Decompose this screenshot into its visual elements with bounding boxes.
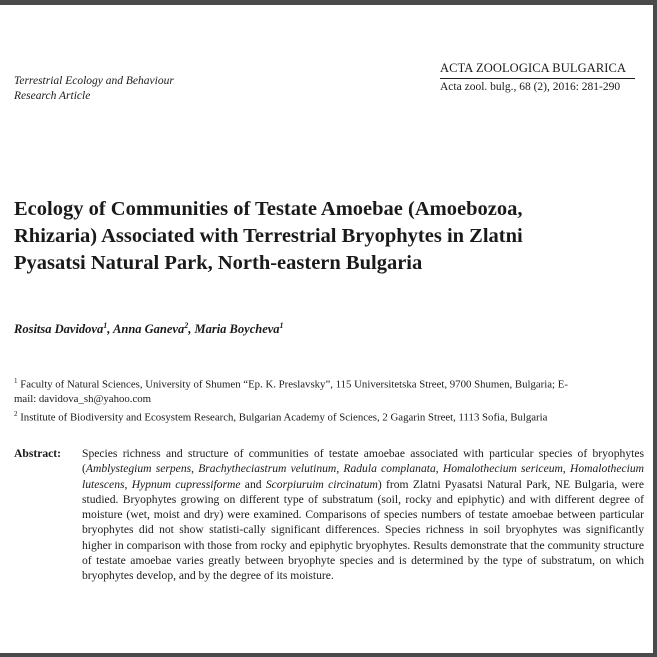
abstract-block — [14, 446, 644, 584]
affiliation-email[interactable]: mail: davidova_sh@yahoo.com — [14, 393, 152, 406]
page-frame-right — [653, 0, 657, 657]
page-frame-bottom — [0, 653, 657, 657]
journal-citation: Acta zool. bulg., 68 (2), 2016: 281-290 — [440, 81, 621, 93]
species-name: Brachytheciastrum velutinum — [198, 462, 337, 476]
affiliation-item — [14, 374, 644, 407]
affiliations — [14, 374, 644, 425]
affiliation-text: Institute of Biodiversity and Ecosystem Research, Bulgarian Academy of Sciences, 2 Gagarin Street, 1113 Sofia, Bulgaria — [20, 411, 548, 424]
species-name: Homalothecium lutescens — [82, 462, 645, 491]
species-name: Radula complanata — [343, 462, 436, 476]
title-line: Rhizaria) Associated with Terrestrial Bryophytes in Zlatni — [14, 225, 523, 247]
section-category: Terrestrial Ecology and Behaviour — [14, 75, 174, 87]
species-name: Homalothecium sericeum — [442, 462, 563, 476]
journal-divider — [440, 78, 635, 79]
affiliation-text: Faculty of Natural Sciences, University of Shumen “Ep. K. Preslavsky”, 115 Universitetska Street, 9700 Shumen, Bulgaria; E- — [20, 378, 568, 391]
species-name: Scorpiuruim circinatum — [265, 477, 378, 491]
title-line: Pyasatsi Natural Park, North-eastern Bulgaria — [14, 252, 423, 274]
author-name: Rositsa Davidova — [14, 322, 104, 337]
species-name: Amblystegium serpens — [85, 462, 192, 476]
journal-name: ACTA ZOOLOGICA BULGARICA — [440, 61, 627, 75]
species-name: Hypnum cupressiforme — [131, 477, 241, 491]
affiliation-item — [14, 407, 644, 425]
author-separator: , — [107, 322, 114, 337]
page-frame-top — [0, 0, 657, 5]
section-label — [14, 74, 274, 104]
abstract-label: Abstract: — [14, 447, 62, 460]
author-affil-mark: 2 — [184, 321, 189, 330]
article-type: Research Article — [14, 90, 91, 102]
affiliation-mark: 1 — [14, 377, 18, 385]
author-affil-mark: 1 — [279, 321, 284, 330]
author-list — [14, 318, 634, 337]
title-line: Ecology of Communities of Testate Amoebae (Amoebozoa, — [14, 198, 523, 220]
author-separator: , — [188, 322, 195, 337]
author-affil-mark: 1 — [103, 321, 108, 330]
author-name: Anna Ganeva — [113, 322, 185, 337]
abstract-text: Species richness and structure of communities of testate amoebae associated with particular species of bryophytes (Amblystegium serpens, Brachytheciastrum velutinum, Radula complanata, Homalothecium sericeum, Homalothecium lutescens, Hypnum cupressiforme and Scorpiuruim circinatum) from Zlatni Pyasatsi Natural Park, NE Bulgaria, were studied. Bryophytes growing on different type of substratum (soil, rocky and epiphytic) and with different degree of moisture (wet, moist and dry) were examined. Comparisons of species numbers of testate amoebae between particular bryophytes did not show statisti-cally significant differences. Species richness in soil bryophytes was significantly higher in comparison with those from rocky and epiphytic bryophytes. Results demonstrate that the community structure of testate amoebae varies greatly between bryophyte species and is determined by the type of substratum, on which bryophytes develop, and by the degree of its moisture. — [82, 447, 645, 583]
article-title — [14, 196, 644, 277]
affiliation-mark: 2 — [14, 409, 18, 418]
author-name: Maria Boycheva — [194, 322, 280, 337]
